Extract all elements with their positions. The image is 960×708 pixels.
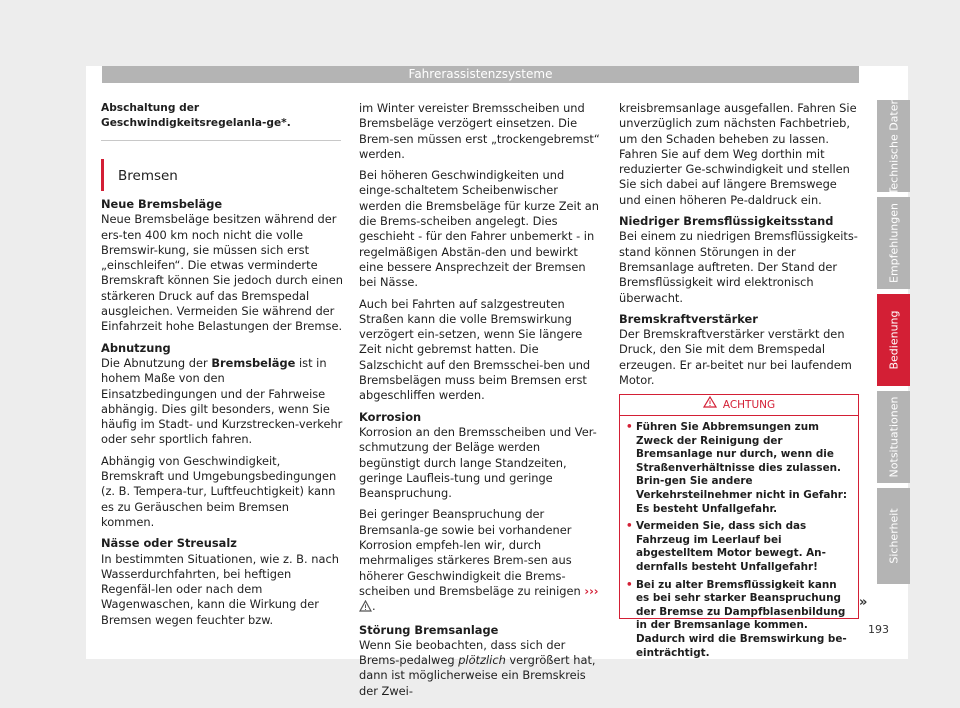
side-tab-label: Bedienung xyxy=(887,310,900,370)
text-run: vergrößert hat, dann ist möglicherweise ein Bremskreis der Zwei- xyxy=(359,653,596,698)
paragraph: kreisbremsanlage ausgefallen. Fahren Sie unverzüglich zum nächsten Fachbetrieb, um den Schaden beheben zu lassen. Fahren Sie auf dem Weg dorthin mit reduzierter Ge-schwindigkeit und stellen Sie sich dabei auf längere Bremswege und einen höheren Pe-daldruck ein. xyxy=(619,101,857,207)
divider xyxy=(101,140,341,141)
warning-item: • Vermeiden Sie, dass sich das Fahrzeug im Leerlauf bei abgestelltem Motor bewegt. An-dernfalls besteht Unfallgefahr! xyxy=(626,520,852,574)
side-tab-sicherheit[interactable] xyxy=(877,488,910,584)
side-tab-label: Empfehlungen xyxy=(887,203,900,283)
bold-term: Bremsbeläge xyxy=(211,355,296,370)
cross-reference-arrows[interactable]: ››› xyxy=(584,583,599,598)
side-tab-label: Sicherheit xyxy=(887,508,900,564)
subheading-wear: Abnutzung xyxy=(101,340,171,355)
subheading-wet-salt: Nässe oder Streusalz xyxy=(101,536,237,551)
subheading-corrosion: Korrosion xyxy=(359,409,422,424)
section-heading-block xyxy=(101,159,344,191)
warning-box-header xyxy=(620,395,858,416)
page-header: Fahrerassistenzsysteme xyxy=(102,66,859,83)
warning-box-body xyxy=(620,416,858,660)
paragraph xyxy=(359,638,601,699)
column-1 xyxy=(101,197,343,634)
paragraph xyxy=(101,356,343,448)
side-tab-label: Technische Daten xyxy=(887,97,900,195)
subheading-brake-fault: Störung Bremsanlage xyxy=(359,622,499,637)
paragraph: Korrosion an den Bremsscheiben und Ver-schmutzung der Beläge werden begünstigt durch lange Standzeiten, geringe Laufleis-tung und geringe Beanspruchung. xyxy=(359,424,597,501)
paragraph: Bei einem zu niedrigen Bremsflüssigkeits-stand können Störungen in der Bremsanlage auftreten. Der Stand der Bremsflüssigkeit wird elektronisch überwacht. xyxy=(619,229,858,305)
column-2 xyxy=(359,101,601,705)
text-run: Bei geringer Beanspruchung der Bremsanla-ge sowie bei vorhandener Korrosion empfeh-len wir, durch mehrmaliges stärkeres Brem-sen aus höherer Geschwindigkeit die Brems-scheiben und Bremsbeläge zu reinigen xyxy=(359,507,581,598)
paragraph: Auch bei Fahrten auf salzgestreuten Straßen kann die volle Bremswirkung verzögert ein-setzen, wenn Sie längere Zeit nicht gebremst hatten. Die Salzschicht auf den Bremsschei-ben und Bremsbelägen muss beim Bremsen erst abgeschliffen werden. xyxy=(359,296,591,403)
side-tab-bedienung[interactable] xyxy=(877,294,910,386)
paragraph: Abhängig von Geschwindigkeit, Bremskraft und Umgebungsbedingungen (z. B. Tempera-tur, Luftfeuchtigkeit) kann es zu Geräuschen beim Bremsen kommen. xyxy=(101,453,337,529)
column-3 xyxy=(619,101,861,394)
page-number: 193 xyxy=(868,623,889,636)
emphasis: plötzlich xyxy=(458,653,506,668)
warning-item: • Führen Sie Abbremsungen zum Zweck der Reinigung der Bremsanlage nur durch, wenn die Straßenverhältnisse dies zulassen. Brin-gen Sie andere Verkehrsteilnehmer nicht in Gefahr: Es besteht Unfallgefahr. xyxy=(626,421,852,516)
side-tab-label: Notsituationen xyxy=(887,396,900,478)
paragraph: Neue Bremsbeläge besitzen während der ers-ten 400 km noch nicht die volle Bremswir-kung, sie müssen sich erst „einschleifen“. Die etwas verminderte Bremskraft können Sie jedoch durch einen stärkeren Druck auf das Bremspedal ausgleichen. Vermeiden Sie während der Einfahrzeit hohe Belastungen der Bremse. xyxy=(101,212,343,334)
warning-box-title: ACHTUNG xyxy=(722,399,776,411)
paragraph: In bestimmten Situationen, wie z. B. nach Wasserdurchfahrten, bei heftigen Regenfäl-len oder nach dem Wagenwaschen, kann die Wirkung der Bremsen wegen feuchter bzw. xyxy=(101,551,339,627)
warning-item: • Bei zu alter Bremsflüssigkeit kann es bei sehr starker Beanspruchung der Bremse zu Dampfblasenbildung in der Bremsanlage kommen. Dadurch wird die Bremswirkung be-einträchtigt. xyxy=(626,579,852,661)
continue-arrow[interactable]: » xyxy=(859,595,868,610)
text-run: Die Abnutzung der xyxy=(101,355,212,370)
paragraph: im Winter vereister Bremsscheiben und Bremsbeläge verzögert einsetzen. Die Brem-sen müssen erst „trockengebremst“ werden. xyxy=(359,101,600,161)
subheading-brake-booster: Bremskraftverstärker xyxy=(619,311,758,326)
paragraph: Bei höheren Geschwindigkeiten und einge-schaltetem Scheibenwischer werden die Bremsbeläge für kurze Zeit an die Brems-scheiben angelegt. Dies geschieht - für den Fahrer unbemerkt - in regelmäßigen Abstän-den und bewirkt eine bessere Ansprechzeit der Bremsen bei Nässe. xyxy=(359,168,599,290)
side-tab-technische-daten[interactable] xyxy=(877,97,910,195)
subheading-low-fluid: Niedriger Bremsflüssigkeitsstand xyxy=(619,214,834,229)
reference-note: Abschaltung der Geschwindigkeitsregelanla-ge*. xyxy=(101,102,291,129)
warning-icon xyxy=(703,395,717,415)
text-run: ist in hohem Maße von den Einsatzbedingungen und der Fahrweise abhängig. Dies gilt besonders, wenn Sie häufig im Stadt- und Kurzstrecken-verkehr oder sehr sportlich fahren. xyxy=(101,355,343,447)
warning-box xyxy=(619,394,859,659)
text-run: Wenn Sie beobachten, dass sich der Brems-pedalweg xyxy=(359,637,566,668)
paragraph: Bei geringer Beanspruchung der Bremsanla-ge sowie bei vorhandener Korrosion empfeh-len wir, durch mehrmaliges stärkeres Brem-sen aus höherer Geschwindigkeit die Brems-scheiben und Bremsbeläge zu reinigen ››› . xyxy=(359,507,601,616)
warning-icon xyxy=(359,600,372,616)
side-tab-empfehlungen[interactable] xyxy=(877,197,910,289)
subheading-new-pads: Neue Bremsbeläge xyxy=(101,197,223,211)
paragraph: Der Bremskraftverstärker verstärkt den Druck, den Sie mit dem Bremspedal erzeugen. Er ar-beitet nur bei laufendem Motor. xyxy=(619,327,852,388)
section-title: Bremsen xyxy=(118,168,178,184)
side-tab-notsituationen[interactable] xyxy=(877,391,910,483)
